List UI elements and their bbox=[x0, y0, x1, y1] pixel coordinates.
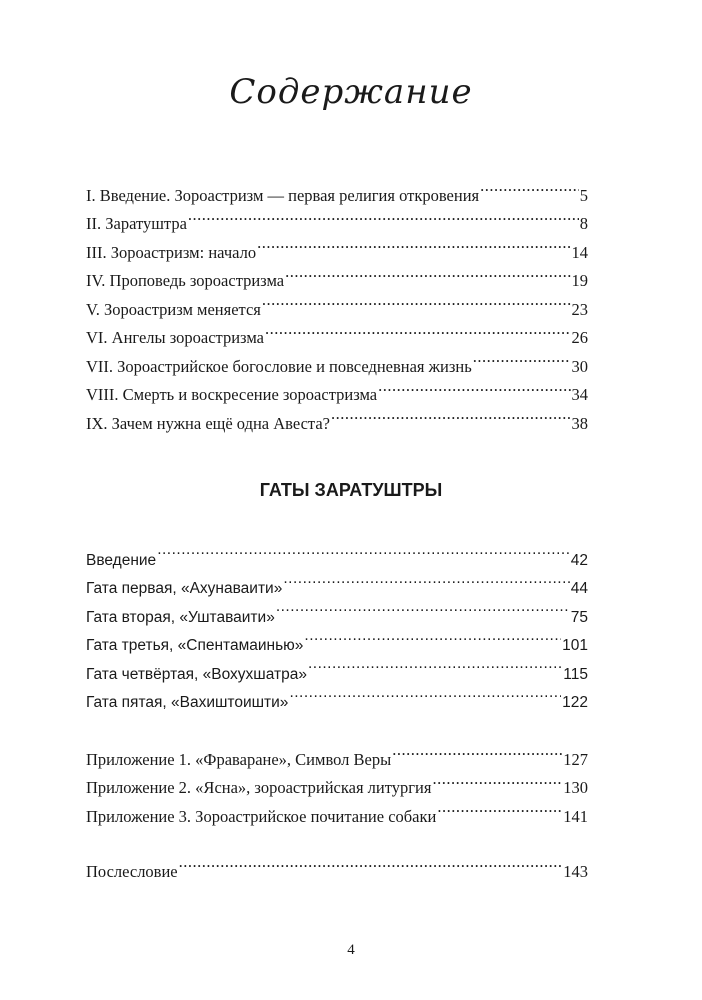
toc-appendix-list bbox=[86, 736, 588, 826]
toc-entry-page: 115 bbox=[563, 665, 588, 683]
page-title: Содержание bbox=[229, 72, 473, 112]
toc-entry-label: Гата пятая, «Вахиштоишти» bbox=[86, 694, 289, 711]
toc-entry-label: Приложение 1. «Фраваране», Символ Веры bbox=[86, 749, 392, 769]
toc-entry bbox=[86, 848, 588, 881]
toc-entry-label: III. Зороастризм: начало bbox=[86, 242, 257, 262]
toc-entry-label: Гата первая, «Ахунаваити» bbox=[86, 580, 283, 597]
toc-entry-label: Послесловие bbox=[86, 861, 178, 881]
toc-entry-label: VIII. Смерть и воскресение зороастризма bbox=[86, 385, 378, 404]
dot-leader bbox=[265, 315, 571, 344]
toc-entry-page: 26 bbox=[571, 328, 588, 347]
toc-entry bbox=[86, 565, 588, 597]
toc-afterword-list bbox=[86, 848, 588, 881]
toc-entry-page: 130 bbox=[563, 778, 588, 797]
toc-entry-label: Приложение 2. «Ясна», зороастрийская литургия bbox=[86, 778, 432, 797]
dot-leader bbox=[432, 765, 562, 794]
toc-entry-label: II. Заратуштра bbox=[86, 214, 187, 233]
dot-leader bbox=[276, 593, 570, 622]
dot-leader bbox=[437, 793, 562, 822]
toc-entry bbox=[86, 536, 588, 569]
toc-entry-page: 34 bbox=[571, 385, 588, 404]
toc-entry-page: 23 bbox=[571, 299, 588, 319]
dot-leader bbox=[480, 172, 579, 201]
toc-entry bbox=[86, 172, 588, 205]
toc-entry-label: Введение bbox=[86, 551, 157, 569]
dot-leader bbox=[179, 848, 563, 877]
section-heading: ГАТЫ ЗАРАТУШТРЫ bbox=[259, 480, 443, 500]
toc-intro-list bbox=[86, 172, 588, 433]
toc-entry-label: IV. Проповедь зороастризма bbox=[86, 271, 285, 290]
dot-leader bbox=[392, 736, 562, 765]
toc-entry-label: IX. Зачем нужна ещё одна Авеста? bbox=[86, 413, 330, 433]
toc-entry-page: 5 bbox=[579, 185, 588, 205]
toc-entry-label: Приложение 3. Зороастрийское почитание собаки bbox=[86, 806, 437, 826]
dot-leader bbox=[308, 650, 562, 679]
page-number: 4 bbox=[347, 942, 355, 958]
dot-leader bbox=[188, 201, 579, 230]
dot-leader bbox=[285, 258, 570, 287]
toc-entry-page: 38 bbox=[571, 413, 588, 433]
toc-entry-page: 75 bbox=[570, 608, 588, 626]
toc-entry-page: 143 bbox=[563, 861, 588, 881]
toc-entry-label: V. Зороастризм меняется bbox=[86, 299, 261, 319]
dot-leader bbox=[304, 622, 561, 651]
toc-entry-page: 8 bbox=[579, 214, 588, 233]
dot-leader bbox=[331, 400, 571, 429]
toc-entry-page: 14 bbox=[571, 242, 588, 262]
toc-gathas-list bbox=[86, 536, 588, 711]
dot-leader bbox=[473, 343, 571, 372]
toc-entry-page: 19 bbox=[571, 271, 588, 290]
toc-entry-label: VII. Зороастрийское богословие и повседневная жизнь bbox=[86, 356, 472, 376]
dot-leader bbox=[257, 229, 570, 258]
toc-entry-label: Гата вторая, «Уштаваити» bbox=[86, 608, 275, 626]
toc-entry-label: Гата четвёртая, «Вохухшатра» bbox=[86, 665, 307, 683]
toc-entry bbox=[86, 736, 588, 769]
toc-entry-label: VI. Ангелы зороастризма bbox=[86, 328, 264, 347]
toc-entry-label: I. Введение. Зороастризм — первая религия откровения bbox=[86, 185, 480, 205]
toc-entry-page: 127 bbox=[563, 749, 588, 769]
dot-leader bbox=[262, 286, 571, 315]
toc-entry-page: 42 bbox=[570, 551, 588, 569]
dot-leader bbox=[157, 536, 570, 565]
toc-entry-label: Гата третья, «Спентамаинью» bbox=[86, 637, 304, 654]
toc-entry-page: 122 bbox=[562, 694, 588, 711]
dot-leader bbox=[378, 372, 570, 401]
dot-leader bbox=[283, 565, 569, 594]
toc-entry-page: 44 bbox=[570, 580, 588, 597]
toc-entry-page: 141 bbox=[563, 806, 588, 826]
toc-entry-page: 101 bbox=[562, 637, 588, 654]
toc-entry-page: 30 bbox=[571, 356, 588, 376]
dot-leader bbox=[289, 679, 561, 708]
